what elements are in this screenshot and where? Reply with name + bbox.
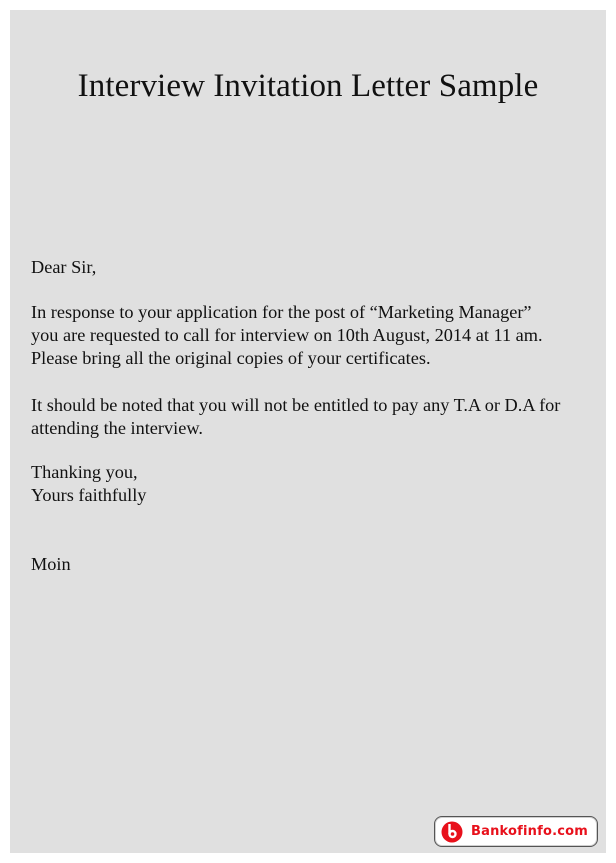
paragraph-line: you are requested to call for interview on 10th August, 2014 at 11 am. — [31, 325, 543, 345]
paragraph-line: In response to your application for the post of “Marketing Manager” — [31, 302, 532, 322]
closing-line: Thanking you, — [31, 462, 138, 482]
closing-line: Yours faithfully — [31, 485, 147, 505]
paragraph-line: It should be noted that you will not be entitled to pay any T.A or D.A for — [31, 395, 561, 415]
bankofinfo-logo-icon — [441, 821, 463, 843]
watermark-logo — [434, 816, 598, 847]
document-title: Interview Invitation Letter Sample — [77, 68, 539, 104]
paragraph-invitation — [31, 301, 596, 370]
closing — [31, 461, 596, 507]
watermark-text: Bankofinfo.com — [471, 824, 589, 839]
letter-page — [10, 10, 606, 853]
salutation: Dear Sir, — [31, 257, 97, 277]
paragraph-note — [31, 394, 596, 440]
paragraph-line: attending the interview. — [31, 418, 203, 438]
signature: Moin — [31, 554, 71, 574]
paragraph-line: Please bring all the original copies of your certificates. — [31, 348, 431, 368]
